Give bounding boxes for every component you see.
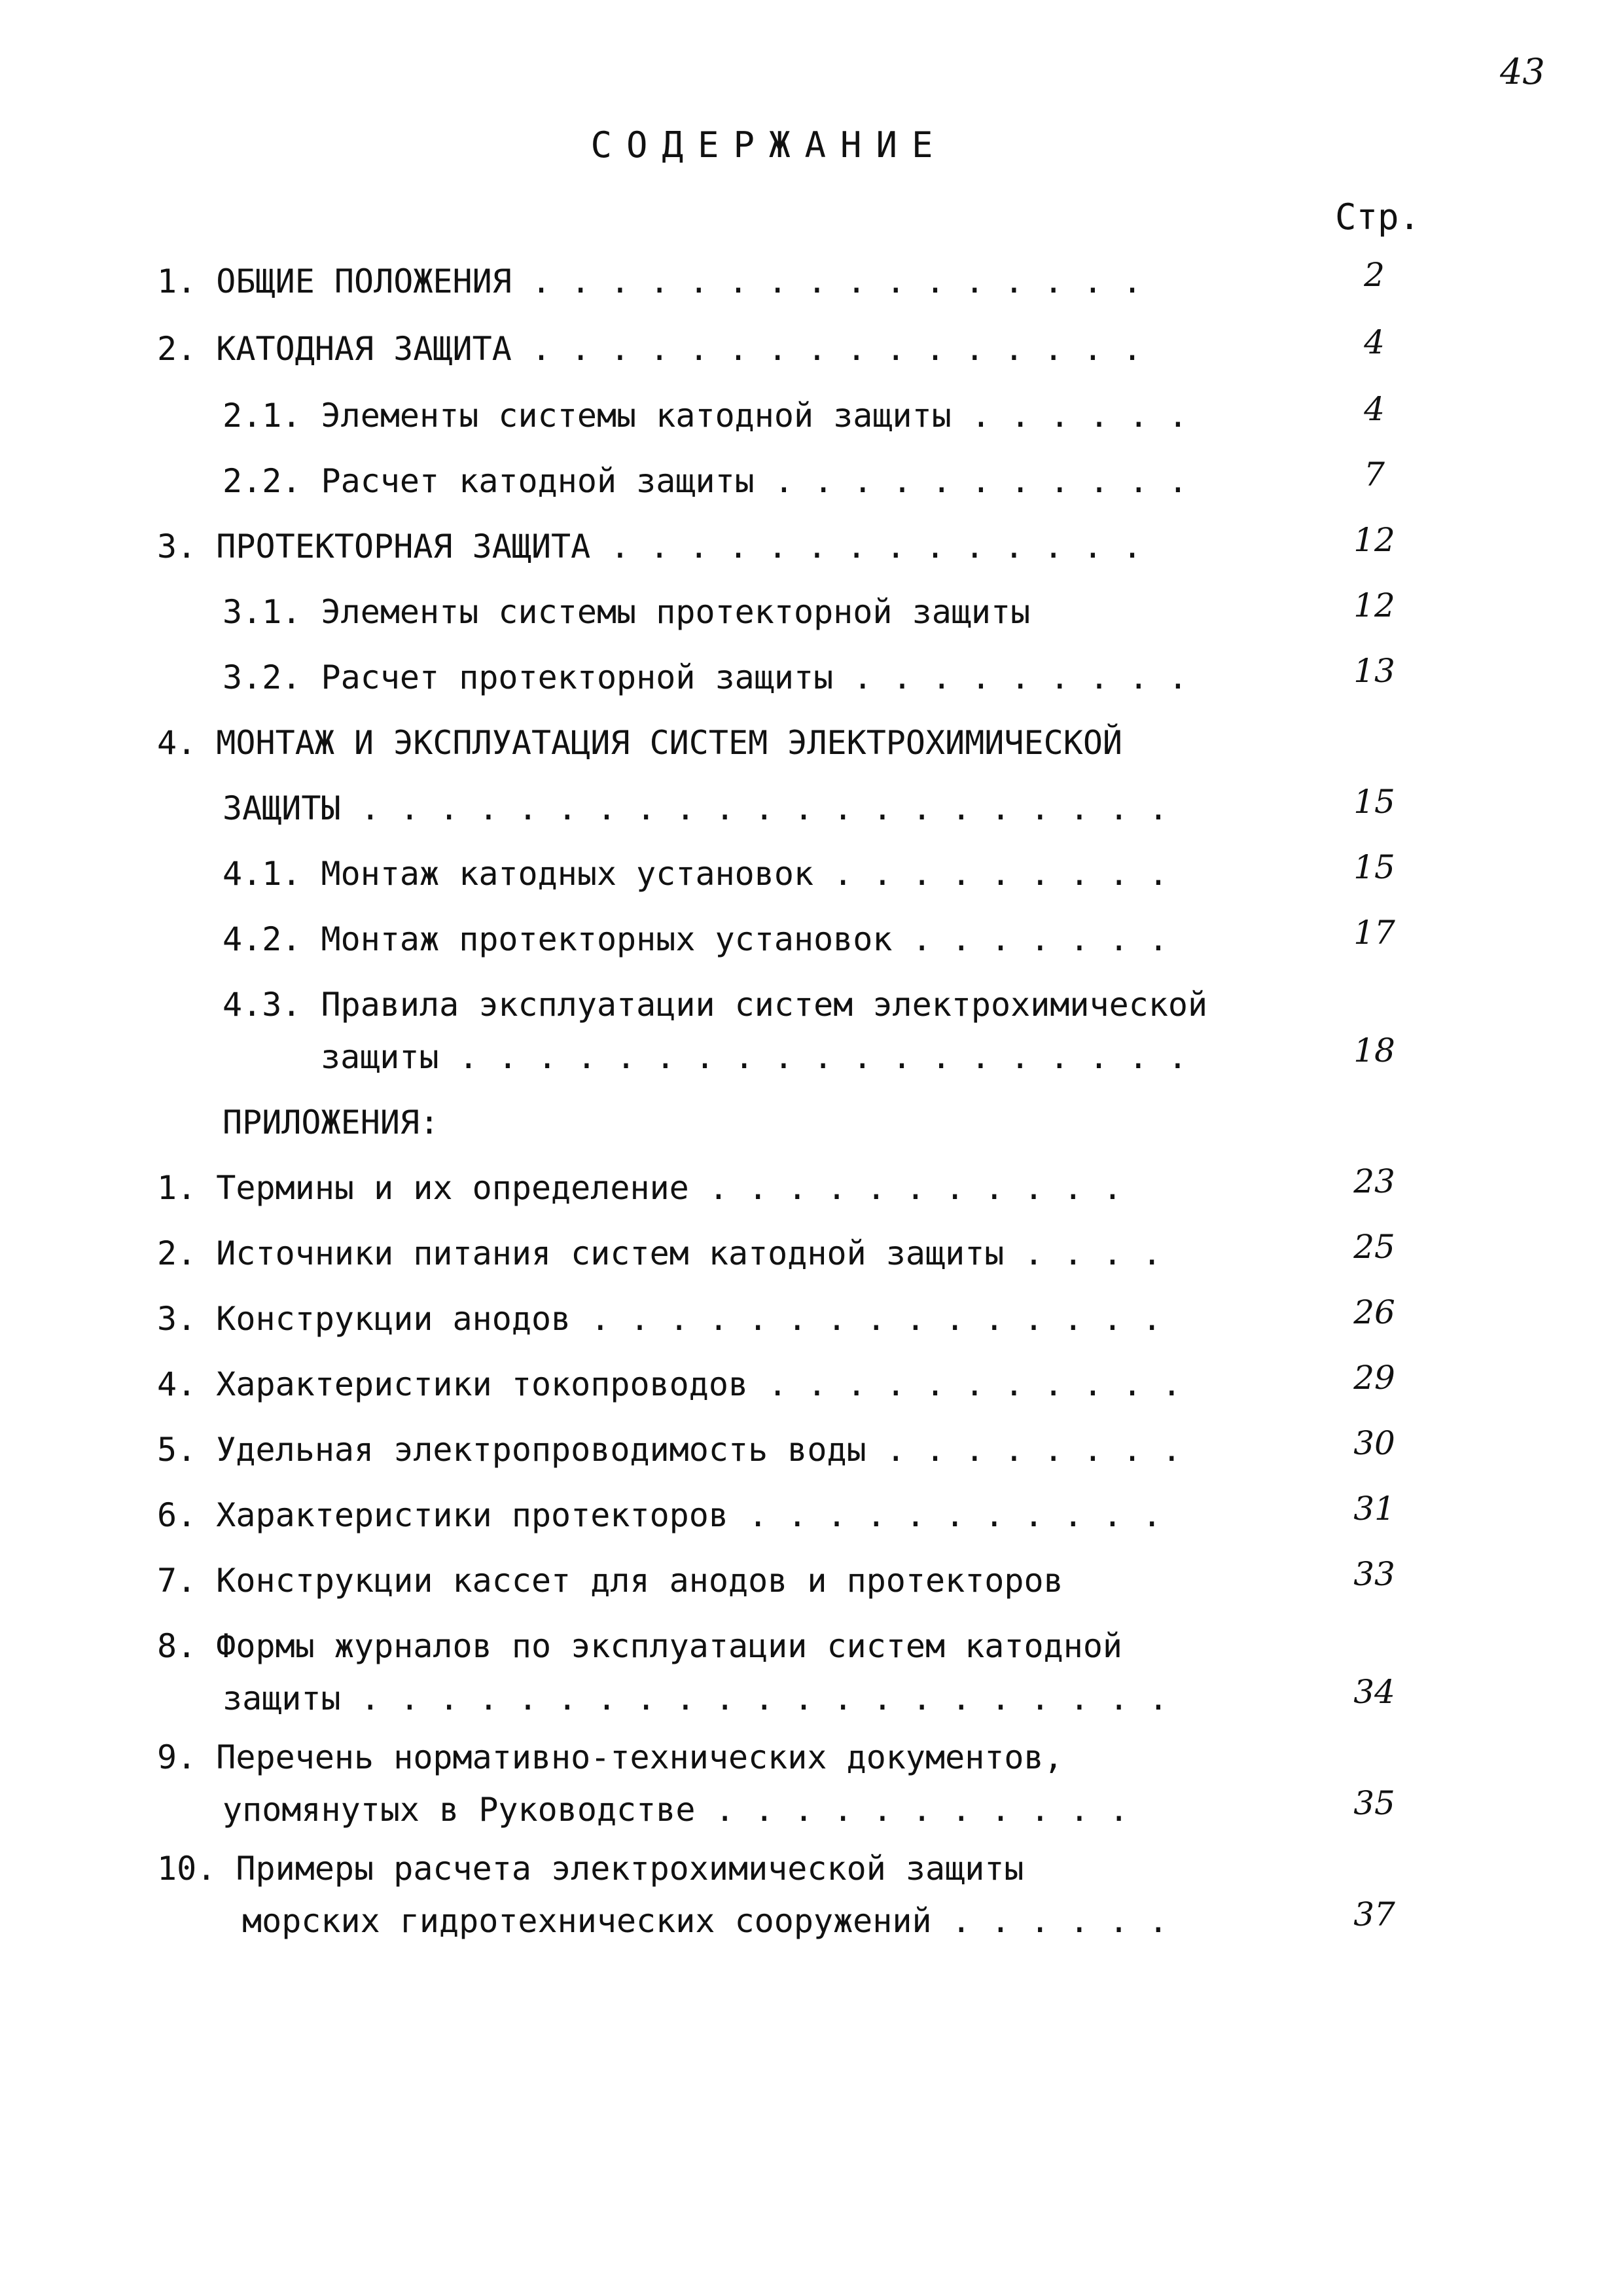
toc-entry-text: морских гидротехнических сооружений . . . . . . (242, 1902, 1168, 1940)
toc-entry-text: 9. Перечень нормативно-технических документов, (157, 1738, 1063, 1776)
toc-entry (223, 1676, 1168, 1721)
toc-entry-text: 3.1. Элементы системы протекторной защиты (223, 593, 1031, 631)
toc-entry-text: 4.1. Монтаж катодных установок . . . . . . . . . (223, 855, 1168, 893)
toc-entry-page: 29 (1353, 1359, 1395, 1397)
toc-entry-page: 4 (1364, 323, 1385, 361)
toc-entry-text: упомянутых в Руководстве . . . . . . . . . . . (223, 1791, 1129, 1829)
toc-entry (157, 1492, 1162, 1538)
toc-entry-page: 35 (1353, 1784, 1395, 1822)
toc-entry-page: 34 (1353, 1673, 1395, 1711)
toc-entry-page: 7 (1364, 456, 1385, 493)
toc-entry-page: 37 (1353, 1895, 1395, 1933)
toc-entry-text: 1. ОБЩИЕ ПОЛОЖЕНИЯ . . . . . . . . . . . . . . . . (157, 262, 1143, 300)
toc-entry (157, 1296, 1162, 1342)
toc-entry-text: ПРИЛОЖЕНИЯ: (223, 1103, 440, 1141)
toc-entry-page: 25 (1353, 1228, 1395, 1266)
toc-entry (223, 851, 1168, 897)
toc-entry (157, 1734, 1063, 1780)
toc-entry-text: 4.3. Правила эксплуатации систем электрохимической (223, 986, 1208, 1024)
toc-entry (223, 982, 1207, 1028)
toc-entry-page: 12 (1353, 586, 1395, 624)
toc-entry-page: 30 (1353, 1424, 1395, 1462)
toc-entry-text: 2.1. Элементы системы катодной защиты . . . . . . (223, 397, 1188, 435)
toc-entry-text: защиты . . . . . . . . . . . . . . . . . . . (321, 1038, 1188, 1076)
toc-entry-text: ЗАЩИТЫ . . . . . . . . . . . . . . . . . . . . . (223, 789, 1168, 827)
toc-entry-page: 15 (1353, 848, 1395, 886)
toc-entry (157, 259, 1142, 304)
toc-entry-text: 10. Примеры расчета электрохимической защиты (157, 1850, 1024, 1888)
toc-entry (157, 1846, 1024, 1892)
toc-entry-text: 7. Конструкции кассет для анодов и протекторов (157, 1562, 1063, 1600)
toc-entry-page: 15 (1353, 783, 1395, 821)
toc-entry-page: 33 (1353, 1555, 1395, 1593)
toc-entry (157, 524, 1142, 569)
toc-entry-page: 26 (1353, 1293, 1395, 1331)
toc-entry-text: 3. ПРОТЕКТОРНАЯ ЗАЩИТА . . . . . . . . . . . . . . (157, 528, 1143, 565)
toc-entry (223, 916, 1168, 962)
toc-entry-page: 4 (1364, 390, 1385, 428)
toc-entry-page: 18 (1353, 1031, 1395, 1069)
toc-entry-page: 17 (1353, 914, 1395, 952)
toc-entry (223, 1787, 1129, 1833)
toc-entry-page: 2 (1364, 256, 1385, 294)
toc-entry (223, 655, 1188, 700)
toc-entry (157, 1623, 1122, 1669)
toc-entry-text: 3.2. Расчет протекторной защиты . . . . . . . . . (223, 658, 1188, 696)
toc-entry-text: 4. МОНТАЖ И ЭКСПЛУАТАЦИЯ СИСТЕМ ЭЛЕКТРОХИМИЧЕСКОЙ (157, 724, 1123, 762)
toc-entry (157, 720, 1122, 766)
toc-entry-text: 4.2. Монтаж протекторных установок . . . . . . . (223, 920, 1168, 958)
toc-entry-text: 2.2. Расчет катодной защиты . . . . . . . . . . . (223, 462, 1188, 500)
toc-entry-text: 3. Конструкции анодов . . . . . . . . . . . . . . . (157, 1300, 1162, 1338)
toc-entry (321, 1034, 1188, 1080)
toc-entry (157, 1165, 1122, 1211)
toc-entry (157, 1230, 1162, 1276)
page-title: СОДЕРЖАНИЕ (590, 124, 948, 166)
toc-entry-text: 1. Термины и их определение . . . . . . . . . . . (157, 1169, 1123, 1207)
page-number: 43 (1500, 51, 1545, 92)
toc-entry-page: 13 (1353, 652, 1395, 690)
toc-entry (157, 1361, 1181, 1407)
toc-entry-page: 31 (1353, 1490, 1395, 1528)
toc-entry-text: 4. Характеристики токопроводов . . . . . . . . . . . (157, 1365, 1182, 1403)
toc-entry-page: 23 (1353, 1162, 1395, 1200)
toc-entry-text: 8. Формы журналов по эксплуатации систем катодной (157, 1627, 1123, 1665)
toc-entry-text: 6. Характеристики протекторов . . . . . . . . . . . (157, 1496, 1162, 1534)
toc-entry (223, 458, 1188, 504)
toc-entry (223, 1100, 439, 1145)
page-column-label: Стр. (1335, 196, 1421, 238)
toc-entry (242, 1898, 1168, 1944)
toc-entry (223, 589, 1030, 635)
toc-entry-text: защиты . . . . . . . . . . . . . . . . . . . . . (223, 1679, 1168, 1717)
toc-entry-text: 2. КАТОДНАЯ ЗАЩИТА . . . . . . . . . . . . . . . . (157, 330, 1143, 368)
toc-entry-text: 2. Источники питания систем катодной защиты . . . . (157, 1234, 1162, 1272)
toc-entry-page: 12 (1353, 521, 1395, 559)
toc-entry-text: 5. Удельная электропроводимость воды . . . . . . . . (157, 1431, 1182, 1469)
toc-entry (223, 393, 1188, 439)
toc-entry (157, 1558, 1063, 1604)
toc-entry (157, 1427, 1181, 1473)
toc-entry (223, 785, 1168, 831)
toc-entry (157, 326, 1142, 372)
